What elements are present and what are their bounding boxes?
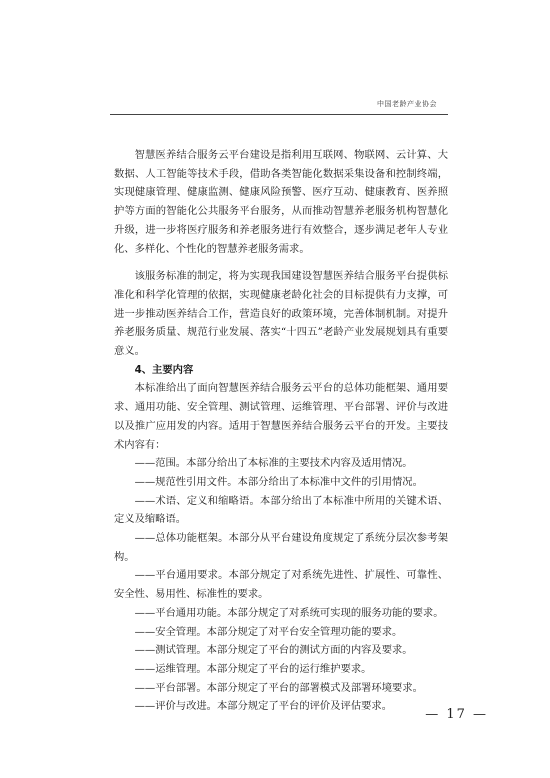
list-item-general-requirements: ——平台通用要求。本部分规定了对系统先进性、扩展性、可靠性、安全性、易用性、标准性的要求。 xyxy=(114,569,448,601)
list-item-terms-definitions: ——术语、定义和缩略语。本部分给出了本标准中所用的关键术语、定义及缩略语。 xyxy=(114,494,448,526)
page-number: — 17 — xyxy=(425,707,488,722)
list-item-scope: ——范围。本部分给出了本标准的主要技术内容及适用情况。 xyxy=(134,457,413,470)
paragraph-main-content-intro: 本标准给出了面向智慧医养结合服务云平台的总体功能框架、通用要求、通用功能、安全管理、测试管理、运维管理、平台部署、评价与改进以及推广应用发的内容。适用于智慧医养结合服务云平台的开发。主要技术内容有： xyxy=(114,382,448,451)
organization-header: 中国老龄产业协会 xyxy=(377,100,437,108)
list-item-general-functions: ——平台通用功能。本部分规定了对系统可实现的服务功能的要求。 xyxy=(134,606,444,619)
section-heading-main-content: 4、主要内容 xyxy=(134,363,194,376)
header-rule xyxy=(110,114,448,115)
list-item-platform-deployment: ——平台部署。本部分规定了平台的部署模式及部署环境要求。 xyxy=(134,681,423,694)
paragraph-platform-definition: 智慧医养结合服务云平台建设是指利用互联网、物联网、云计算、大数据、人工智能等技术手段，借助各类智能化数据采集设备和控制终端，实现健康管理、健康监测、健康风险预警、医疗互动、健康教育、医养照护等方面的智能化公共服务平台服务，从而推动智慧养老服务机构智慧化升级，进一步将医疗服务和养老服务进行有效整合，逐步满足老年人专业化、多样化、个性化的智慧养老服务需求。 xyxy=(114,149,448,255)
list-item-operations-management: ——运维管理。本部分规定了平台的运行维护要求。 xyxy=(134,662,372,675)
list-item-functional-framework: ——总体功能框架。本部分从平台建设角度规定了系统分层次参考架构。 xyxy=(114,532,448,563)
list-item-security-management: ——安全管理。本部分规定了对平台安全管理功能的要求。 xyxy=(134,625,403,638)
list-item-normative-references: ——规范性引用文件。本部分给出了本标准中文件的引用情况。 xyxy=(134,475,423,488)
paragraph-standard-significance: 该服务标准的制定，将为实现我国建设智慧医养结合服务平台提供标准化和科学化管理的依据，实现健康老龄化社会的目标提供有力支撑，可进一步推动医养结合工作，营造良好的政策环境，完善体制机制。对提升养老服务质量、规范行业发展、落实“十四五”老龄产业发展规划具有重要意义。 xyxy=(114,270,448,358)
list-item-evaluation-improvement: ——评价与改进。本部分规定了平台的评价及评估要求。 xyxy=(134,700,393,713)
list-item-test-management: ——测试管理。本部分规定了平台的测试方面的内容及要求。 xyxy=(134,644,413,657)
body-text xyxy=(114,146,448,716)
